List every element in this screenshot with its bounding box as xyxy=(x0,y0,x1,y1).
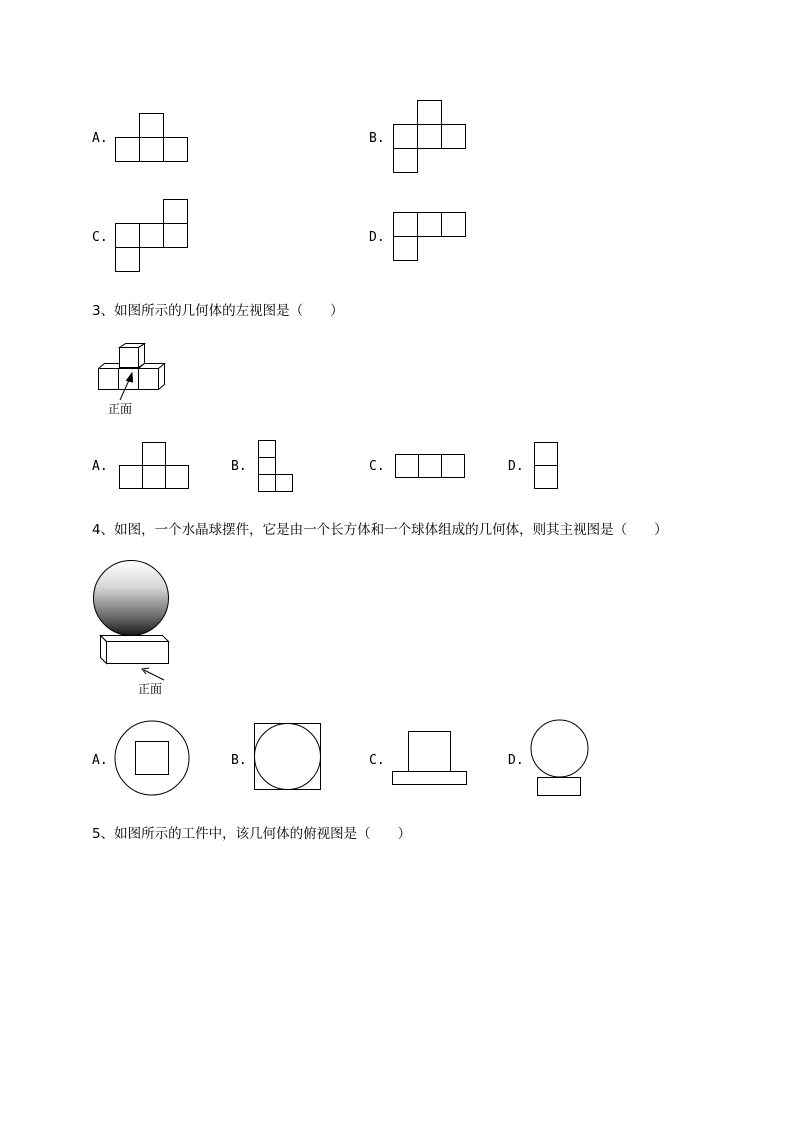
view-square xyxy=(535,466,558,489)
cube-face xyxy=(120,348,139,368)
q2-option-d-label[interactable]: D. xyxy=(369,230,385,245)
net-square xyxy=(418,101,442,125)
view-square xyxy=(259,475,276,492)
q3-option-d-view-figure[interactable] xyxy=(533,441,561,493)
box-side-face xyxy=(101,636,107,664)
q5-stem: 5、如图所示的工件中，该几何体的俯视图是（ ） xyxy=(92,826,412,842)
q4-stem: 4、如图，一个水晶球摆件，它是由一个长方体和一个球体组成的几何体，则其主视图是（ ） xyxy=(92,522,668,538)
q2-option-b-net-figure[interactable] xyxy=(392,100,470,178)
view-circle xyxy=(115,721,189,795)
view-square xyxy=(442,455,465,478)
net-square xyxy=(140,114,164,138)
q2-option-a-net-figure[interactable] xyxy=(114,113,192,165)
view-square xyxy=(143,443,166,466)
q2-option-d-net-figure[interactable] xyxy=(392,212,470,264)
view-square xyxy=(535,443,558,466)
net-square xyxy=(394,213,418,237)
cube-face xyxy=(99,364,120,369)
net-square xyxy=(442,125,466,149)
q4-option-b-view-figure[interactable] xyxy=(253,722,325,794)
box-front-face xyxy=(107,642,169,664)
cube-face xyxy=(139,364,165,369)
view-square xyxy=(259,441,276,458)
q3-option-b-label[interactable]: B. xyxy=(231,459,247,474)
q4-option-c-label[interactable]: C. xyxy=(369,753,385,768)
net-square xyxy=(140,224,164,248)
q4-option-d-view-figure[interactable] xyxy=(530,719,592,799)
view-square xyxy=(419,455,442,478)
net-square xyxy=(116,224,140,248)
box-top-face xyxy=(101,636,169,642)
net-square xyxy=(442,213,466,237)
net-square xyxy=(164,200,188,224)
q4-option-a-view-figure[interactable] xyxy=(114,720,194,798)
view-square xyxy=(166,466,189,489)
view-square xyxy=(409,732,451,772)
q4-option-d-label[interactable]: D. xyxy=(508,753,524,768)
q2-option-c-label[interactable]: C. xyxy=(92,230,108,245)
q4-option-a-label[interactable]: A. xyxy=(92,753,108,768)
front-arrow-head xyxy=(127,373,133,382)
net-square xyxy=(418,213,442,237)
net-square xyxy=(418,125,442,149)
q2-option-c-net-figure[interactable] xyxy=(114,199,192,277)
q4-option-b-label[interactable]: B. xyxy=(231,753,247,768)
q4-option-c-view-figure[interactable] xyxy=(391,730,471,788)
view-circle xyxy=(531,720,588,777)
net-square xyxy=(116,138,140,162)
view-square xyxy=(136,742,169,775)
net-square xyxy=(140,138,164,162)
q3-option-c-label[interactable]: C. xyxy=(369,459,385,474)
q3-option-a-label[interactable]: A. xyxy=(92,459,108,474)
q3-front-label: 正面 xyxy=(108,402,133,416)
q3-stem: 3、如图所示的几何体的左视图是（ ） xyxy=(92,303,344,319)
q3-option-b-view-figure[interactable] xyxy=(257,440,297,496)
q3-option-a-view-figure[interactable] xyxy=(118,441,194,493)
view-circle xyxy=(255,724,321,790)
view-square xyxy=(120,466,143,489)
net-square xyxy=(164,138,188,162)
q3-option-c-view-figure[interactable] xyxy=(394,453,468,481)
view-square xyxy=(396,455,419,478)
front-arrow-line xyxy=(144,670,164,680)
crystal-ball-sphere xyxy=(94,561,169,636)
q3-option-d-label[interactable]: D. xyxy=(508,459,524,474)
net-square xyxy=(394,237,418,261)
net-square xyxy=(164,224,188,248)
view-base-rect xyxy=(393,772,467,785)
q4-crystal-ball-figure xyxy=(92,558,174,698)
view-base-rect xyxy=(538,778,581,796)
net-square xyxy=(394,149,418,173)
net-square xyxy=(116,248,140,272)
view-square xyxy=(276,475,293,492)
q2-option-b-label[interactable]: B. xyxy=(369,131,385,146)
view-square xyxy=(143,466,166,489)
q4-front-label: 正面 xyxy=(138,682,163,696)
view-square xyxy=(259,458,276,475)
net-square xyxy=(394,125,418,149)
q2-option-a-label[interactable]: A. xyxy=(92,131,108,146)
